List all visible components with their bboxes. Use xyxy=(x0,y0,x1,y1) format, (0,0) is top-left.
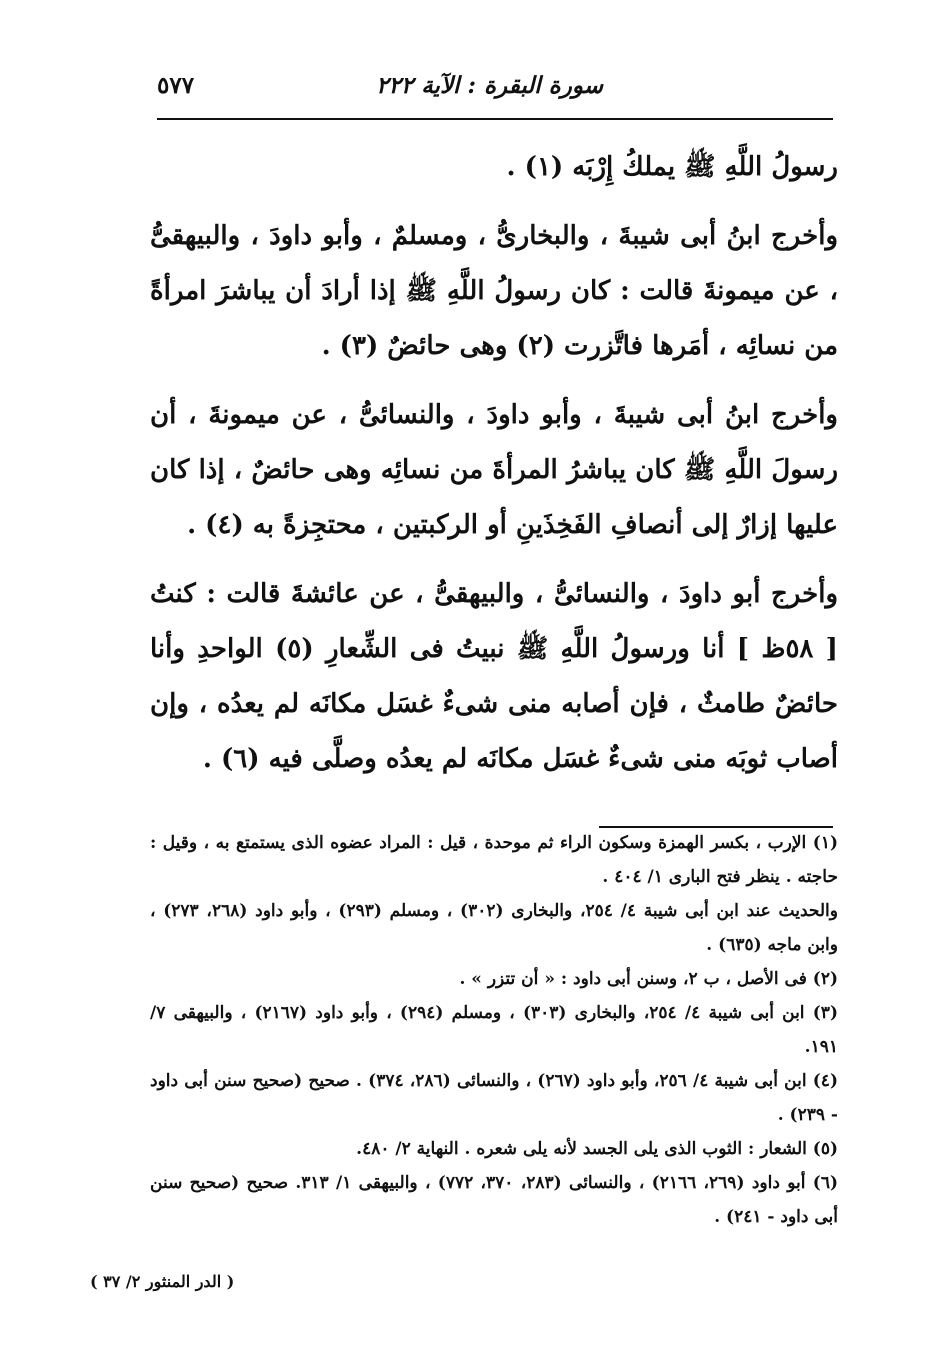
header-rule xyxy=(157,118,833,120)
footnote-5: (٥) الشعار : الثوب الذى يلى الجسد لأنه يلى شعره . النهاية ٢/ ٤٨٠. xyxy=(356,1139,838,1159)
footnotes xyxy=(150,826,838,1234)
paragraph-3: وأخرج ابنُ أبى شيبةَ ، وأبو داودَ ، والنسائىُّ ، عن ميمونةَ ، أن رسولَ اللَّهِ ﷺ كان يباشرُ المرأةَ من نسائِه وهى حائضٌ ، إذا كان عليها إزارٌ إلى أنصافِ الفَخِذَينِ أو الركبتين ، محتجِزةً به (٤) . xyxy=(150,400,838,540)
book-signature: ( الدر المنثور ٢/ ٣٧ ) xyxy=(90,1272,235,1291)
footnote-1-source: والحديث عند ابن أبى شيبة ٤/ ٢٥٤، والبخارى (٣٠٢) ، ومسلم (٢٩٣) ، وأبو داود (٢٦٨، ٢٧٣) ، وابن ماجه (٦٣٥) . xyxy=(150,901,838,955)
footnote-3: (٣) ابن أبى شيبة ٤/ ٢٥٤، والبخارى (٣٠٣) ، ومسلم (٢٩٤) ، وأبو داود (٢١٦٧) ، والبيهقى ٧/ ١٩١. xyxy=(150,1003,838,1057)
main-text xyxy=(150,140,838,787)
paragraph-1: رسولُ اللَّهِ ﷺ يملكُ إِرْبَه (١) . xyxy=(506,152,838,182)
footnote-2: (٢) فى الأصل ، ب ٢، وسنن أبى داود : « أن تتزر » . xyxy=(459,969,838,989)
footnote-6: (٦) أبو داود (٢٦٩، ٢١٦٦) ، والنسائى (٢٨٣، ٣٧٠، ٧٧٢) ، والبيهقى ١/ ٣١٣. صحيح (صحيح سنن أبى داود - ٢٤١) . xyxy=(150,1173,838,1227)
paragraph-4: وأخرج أبو داودَ ، والنسائىُّ ، والبيهقىُّ ، عن عائشةَ قالت : كنتُ [ ٥٨ظ ] أنا ورسولُ اللَّهِ ﷺ نبيتُ فى الشِّعارِ (٥) الواحدِ وأنا حائضٌ طامثٌ ، فإن أصابه منى شىءٌ غسَل مكانَه لم يعدُه ، وإن أصاب ثوبَه منى شىءٌ غسَل مكانَه لم يعدُه وصلَّى فيه (٦) . xyxy=(150,579,838,774)
paragraph-2: وأخرج ابنُ أبى شيبةَ ، والبخارىُّ ، ومسلمٌ ، وأبو داودَ ، والبيهقىُّ ، عن ميمونةَ قالت : كان رسولُ اللَّهِ ﷺ إذا أرادَ أن يباشرَ امرأةً من نسائِه ، أمَرها فاتَّزرت (٢) وهى حائضٌ (٣) . xyxy=(150,221,838,361)
footnote-1: (١) الإرب ، بكسر الهمزة وسكون الراء ثم موحدة ، قيل : المراد عضوه الذى يستمتع به ، وقيل : حاجته . ينظر فتح البارى ١/ ٤٠٤ . xyxy=(150,833,838,887)
surah-title: سورة البقرة : الآية ٢٢٢ xyxy=(376,72,603,99)
footnote-4: (٤) ابن أبى شيبة ٤/ ٢٥٦، وأبو داود (٢٦٧) ، والنسائى (٢٨٦، ٣٧٤) . صحيح (صحيح سنن أبى داود - ٢٣٩) . xyxy=(150,1071,838,1125)
page-number: ٥٧٧ xyxy=(157,72,195,99)
running-header xyxy=(157,72,833,112)
